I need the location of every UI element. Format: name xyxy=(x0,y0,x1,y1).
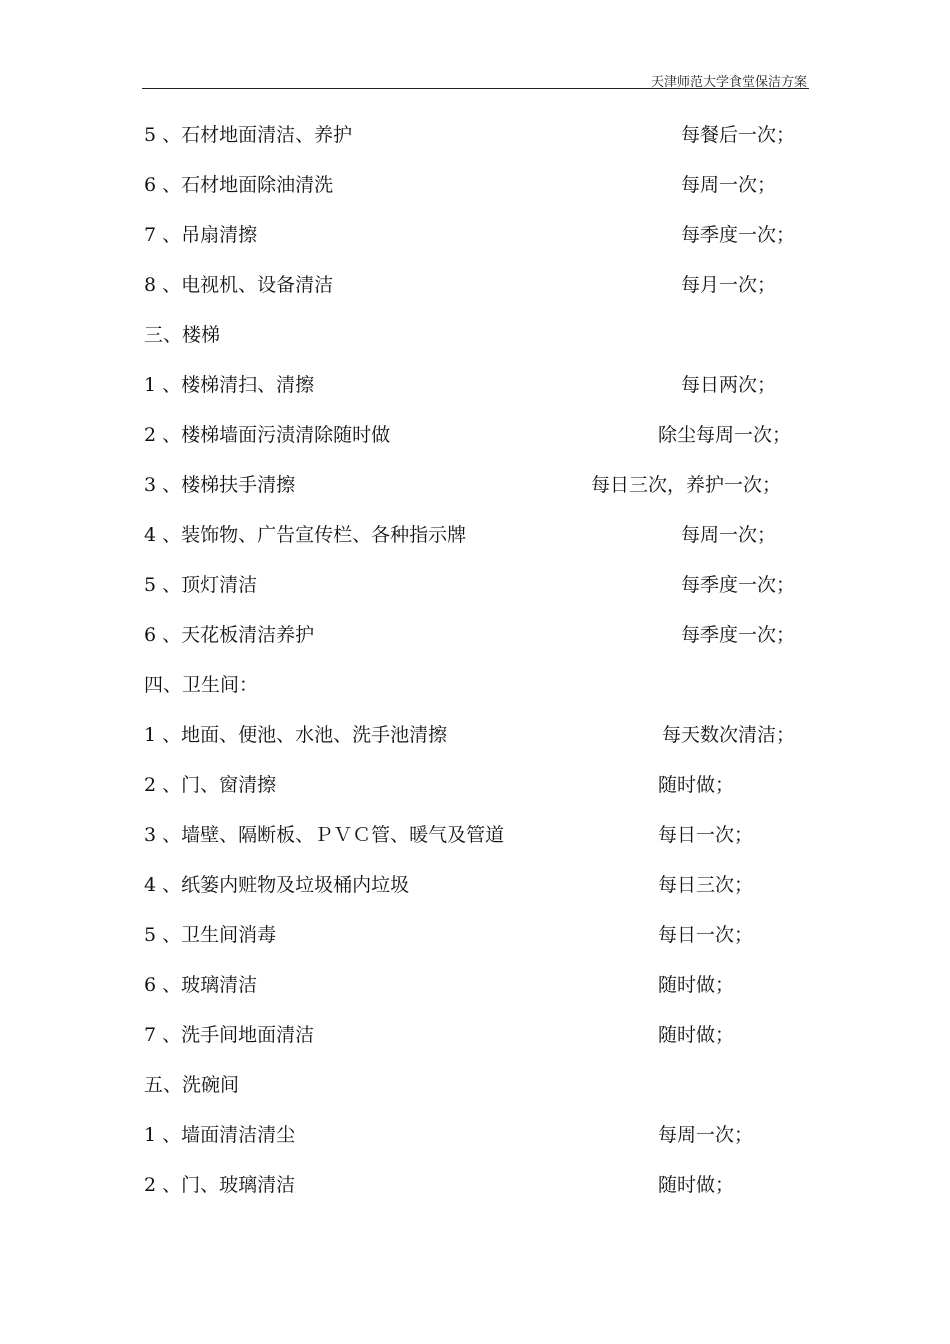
list-item xyxy=(0,120,950,150)
item-frequency: 每周一次； xyxy=(681,174,777,196)
list-item xyxy=(0,970,950,1000)
item-text: 2 、门、玻璃清洁 xyxy=(144,1174,296,1196)
item-text: 3 、楼梯扶手清擦 xyxy=(144,474,296,496)
item-frequency: 随时做； xyxy=(658,974,735,996)
list-item xyxy=(0,770,950,800)
item-frequency: 每季度一次； xyxy=(681,624,796,646)
section-title: 五、洗碗间 xyxy=(144,1074,240,1096)
item-text: 8 、电视机、设备清洁 xyxy=(144,274,334,296)
item-frequency: 每月一次； xyxy=(681,274,777,296)
list-item xyxy=(0,1120,950,1150)
item-text: 7 、吊扇清擦 xyxy=(144,224,258,246)
item-text: 5 、石材地面清洁、养护 xyxy=(144,124,353,146)
item-frequency: 随时做； xyxy=(658,774,735,796)
item-frequency: 每天数次清洁； xyxy=(662,724,796,746)
item-text: 1 、地面、便池、水池、洗手池清擦 xyxy=(144,724,448,746)
item-text: 5 、卫生间消毒 xyxy=(144,924,277,946)
running-header: 天津师范大学食堂保洁方案 xyxy=(650,75,807,90)
item-frequency: 每日三次； xyxy=(658,874,754,896)
list-item xyxy=(0,470,950,500)
section-title: 三、楼梯 xyxy=(144,324,221,346)
item-text: 6 、石材地面除油清洗 xyxy=(144,174,334,196)
list-item xyxy=(0,1020,950,1050)
section-heading xyxy=(0,670,950,700)
item-frequency: 随时做； xyxy=(658,1024,735,1046)
item-frequency: 每日一次； xyxy=(658,924,754,946)
list-item xyxy=(0,820,950,850)
item-frequency: 每餐后一次； xyxy=(681,124,796,146)
list-item xyxy=(0,270,950,300)
list-item xyxy=(0,620,950,650)
item-text: 5 、顶灯清洁 xyxy=(144,574,258,596)
list-item xyxy=(0,220,950,250)
item-text: 7 、洗手间地面清洁 xyxy=(144,1024,315,1046)
list-item xyxy=(0,1170,950,1200)
list-item xyxy=(0,170,950,200)
item-frequency: 每周一次； xyxy=(681,524,777,546)
item-text: 6 、天花板清洁养护 xyxy=(144,624,315,646)
item-text: 2 、楼梯墙面污渍清除随时做 xyxy=(144,424,391,446)
item-frequency: 每季度一次； xyxy=(681,574,796,596)
item-text: 1 、楼梯清扫、清擦 xyxy=(144,374,315,396)
item-text: 4 、纸篓内赃物及垃圾桶内垃圾 xyxy=(144,874,410,896)
item-text: 3 、墙壁、隔断板、ＰＶＣ管、暖气及管道 xyxy=(144,824,505,846)
list-item xyxy=(0,920,950,950)
list-item xyxy=(0,420,950,450)
list-item xyxy=(0,570,950,600)
item-text: 6 、玻璃清洁 xyxy=(144,974,258,996)
list-item xyxy=(0,870,950,900)
item-frequency: 每日三次，养护一次； xyxy=(591,474,782,496)
header-rule xyxy=(142,88,809,89)
item-text: 4 、装饰物、广告宣传栏、各种指示牌 xyxy=(144,524,467,546)
list-item xyxy=(0,520,950,550)
item-frequency: 每日一次； xyxy=(658,824,754,846)
item-frequency: 每日两次； xyxy=(681,374,777,396)
item-frequency: 随时做； xyxy=(658,1174,735,1196)
item-text: 1 、墙面清洁清尘 xyxy=(144,1124,296,1146)
section-title: 四、卫生间： xyxy=(144,674,259,696)
item-frequency: 除尘每周一次； xyxy=(658,424,792,446)
section-heading xyxy=(0,320,950,350)
section-heading xyxy=(0,1070,950,1100)
item-text: 2 、门、窗清擦 xyxy=(144,774,277,796)
list-item xyxy=(0,370,950,400)
item-frequency: 每周一次； xyxy=(658,1124,754,1146)
item-frequency: 每季度一次； xyxy=(681,224,796,246)
list-item xyxy=(0,720,950,750)
